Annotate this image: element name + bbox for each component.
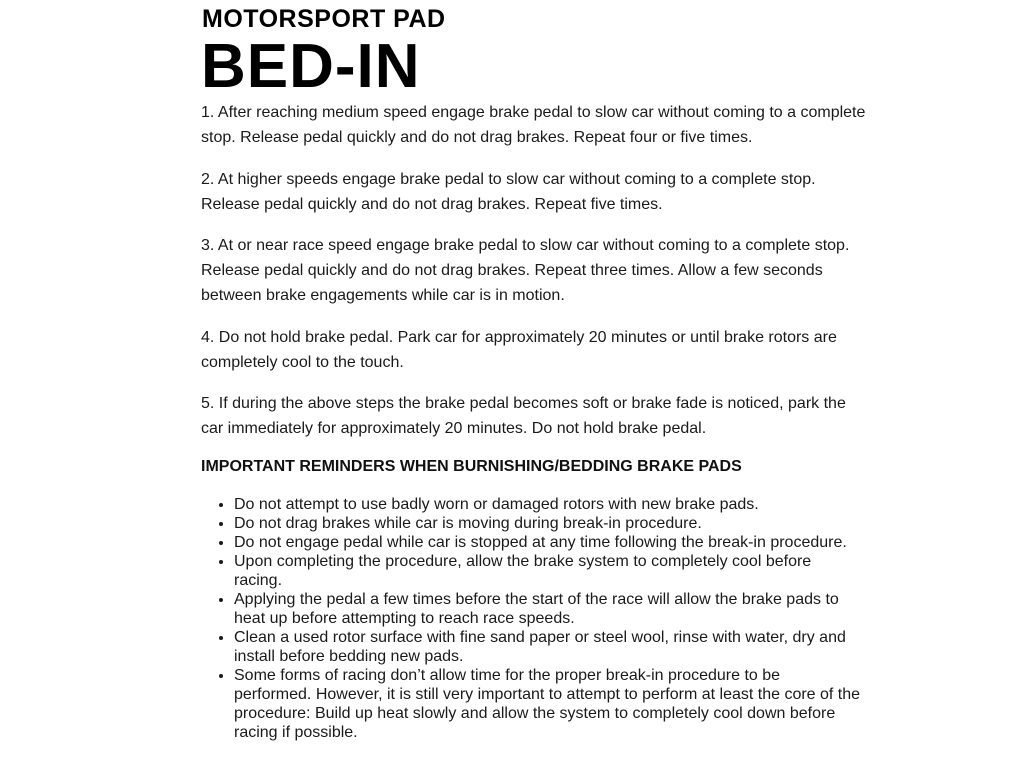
step-4: 4. Do not hold brake pedal. Park car for approximately 20 minutes or until brake rotors are completely cool to the touch. bbox=[201, 328, 837, 371]
list-item: • Do not engage pedal while car is stopped at any time following the break-in procedure. bbox=[234, 533, 861, 552]
step-2: 2. At higher speeds engage brake pedal to slow car without coming to a complete stop. Release pedal quickly and do not drag brakes. Repeat five times. bbox=[201, 170, 816, 213]
step-1: 1. After reaching medium speed engage brake pedal to slow car without coming to a complete stop. Release pedal quickly and do not drag brakes. Repeat four or five times. bbox=[201, 104, 866, 146]
list-item: • Some forms of racing don’t allow time for the proper break-in procedure to be performed. However, it is still very important to attempt to perform at least the core of the procedure: Build up heat slowly and allow the system to completely cool down before racing if possible. bbox=[234, 666, 861, 742]
page-title-small: MOTORSPORT PAD bbox=[202, 5, 446, 33]
page-title: BED-IN bbox=[201, 32, 421, 101]
list-item: • Clean a used rotor surface with fine sand paper or steel wool, rinse with water, dry and install before bedding new pads. bbox=[234, 628, 861, 666]
step-5: 5. If during the above steps the brake pedal becomes soft or brake fade is noticed, park the car immediately for approximately 20 minutes. Do not hold brake pedal. bbox=[201, 395, 846, 437]
steps-list bbox=[201, 100, 866, 458]
reminders-list bbox=[201, 495, 861, 742]
list-item: • Applying the pedal a few times before the start of the race will allow the brake pads to heat up before attempting to reach race speeds. bbox=[234, 590, 861, 628]
list-item: • Do not drag brakes while car is moving during break-in procedure. bbox=[234, 514, 861, 533]
step-3: 3. At or near race speed engage brake pedal to slow car without coming to a complete stop. Release pedal quickly and do not drag brakes. Repeat three times. Allow a few seconds between brake engagements while car is in motion. bbox=[201, 237, 850, 304]
list-item: • Do not attempt to use badly worn or damaged rotors with new brake pads. bbox=[234, 495, 861, 514]
list-item: • Upon completing the procedure, allow the brake system to completely cool before racing. bbox=[234, 552, 861, 590]
reminders-heading: IMPORTANT REMINDERS WHEN BURNISHING/BEDDING BRAKE PADS bbox=[201, 458, 742, 475]
